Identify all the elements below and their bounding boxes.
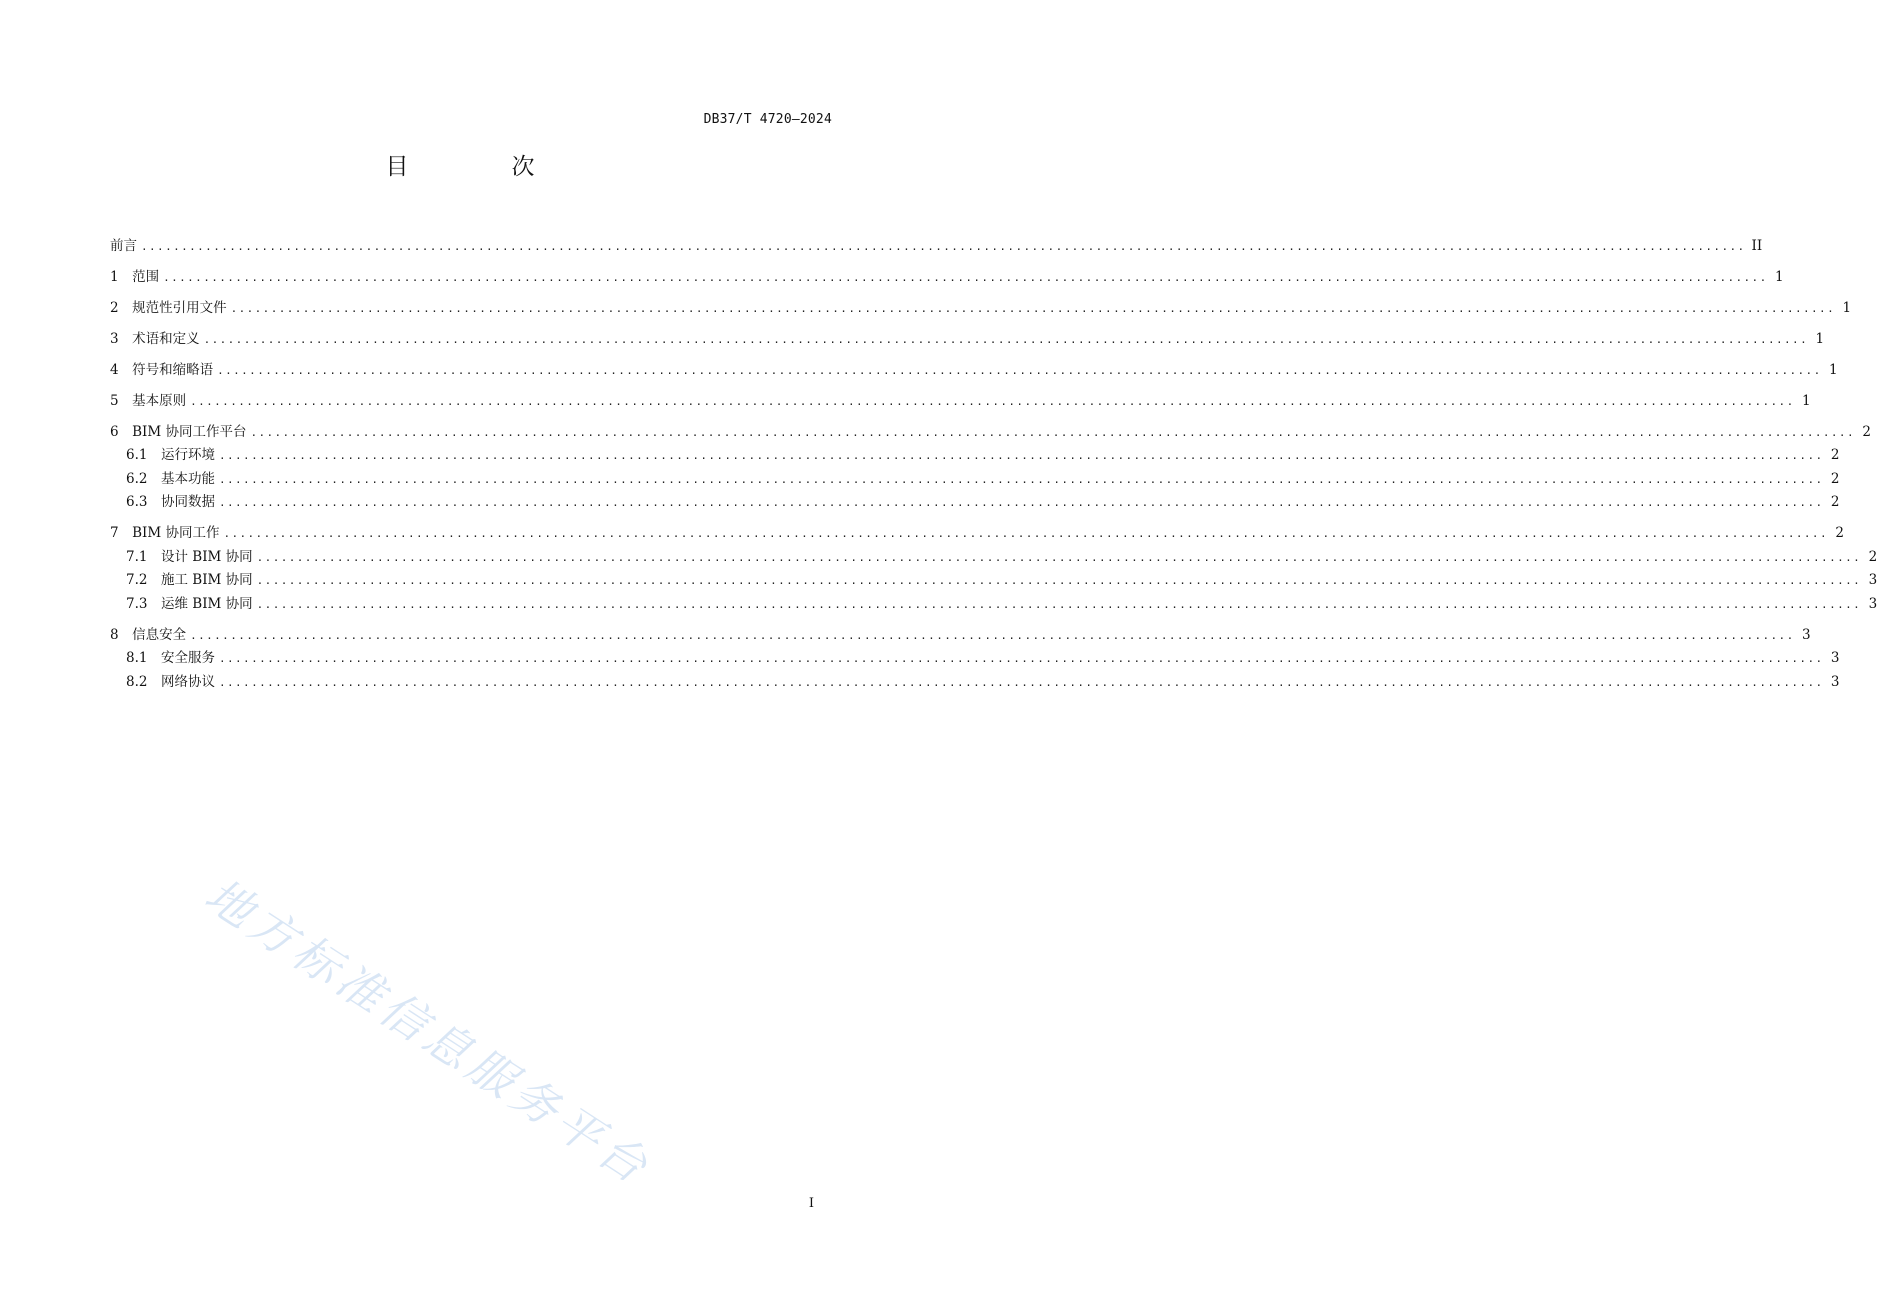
toc-entry-number: 5 bbox=[110, 392, 133, 409]
toc-entry-number: 1 bbox=[110, 268, 133, 285]
toc-entry-page: 2 bbox=[1830, 494, 1840, 510]
toc-entry[interactable] bbox=[110, 441, 1840, 465]
page-title: 目 次 bbox=[385, 154, 575, 180]
toc-entry-number: 6.1 bbox=[126, 447, 161, 463]
toc-entry-number: 7.2 bbox=[126, 572, 161, 588]
toc-entry-label: 运维 BIM 协同 bbox=[160, 595, 253, 612]
toc-entry[interactable] bbox=[110, 667, 1840, 691]
toc-entry[interactable] bbox=[110, 644, 1840, 668]
toc-entry-page: 2 bbox=[1830, 447, 1840, 463]
toc-entry-number: 4 bbox=[110, 361, 133, 378]
toc-entry-page: 2 bbox=[1868, 548, 1877, 565]
toc-entry-label: 规范性引用文件 bbox=[132, 299, 227, 316]
toc-entry-number: 7.3 bbox=[126, 595, 161, 612]
toc-entry[interactable] bbox=[110, 620, 1811, 644]
toc-entry-page: II bbox=[1751, 237, 1763, 254]
page-number: I bbox=[808, 1196, 814, 1211]
toc-entry-label: BIM 协同工作 bbox=[132, 525, 220, 541]
toc-leader-dots: ........................................................................................................................................................................................................ bbox=[256, 597, 1862, 611]
toc-leader-dots: ........................................................................................................................................................................................................ bbox=[217, 363, 1822, 377]
toc-entry-page: 1 bbox=[1775, 268, 1784, 285]
toc-entry-page: 1 bbox=[1802, 392, 1811, 409]
toc-entry[interactable] bbox=[110, 293, 1852, 317]
toc-entry[interactable] bbox=[110, 231, 1763, 255]
toc-leader-dots: ........................................................................................................................................................................................................ bbox=[218, 472, 1824, 486]
toc-entry[interactable] bbox=[110, 417, 1871, 441]
toc-entry-label: 施工 BIM 协同 bbox=[160, 572, 253, 588]
toc-entry-page: 2 bbox=[1830, 470, 1840, 487]
toc-entry-label: 基本功能 bbox=[160, 470, 215, 487]
toc-leader-dots: ........................................................................................................................................................................................................ bbox=[250, 425, 1855, 439]
toc-leader-dots: ........................................................................................................................................................................................................ bbox=[223, 527, 1828, 540]
toc-entry-label: 前言 bbox=[110, 237, 137, 254]
toc-entry-page: 2 bbox=[1862, 423, 1871, 440]
toc-entry[interactable] bbox=[110, 542, 1877, 566]
toc-entry[interactable] bbox=[110, 262, 1784, 286]
toc-entry-label: 术语和定义 bbox=[132, 330, 200, 347]
table-of-contents bbox=[110, 231, 1877, 691]
toc-leader-dots: ........................................................................................................................................................................................................ bbox=[203, 332, 1809, 346]
toc-entry-number: 8.2 bbox=[126, 673, 161, 690]
toc-entry-number: 7 bbox=[110, 525, 133, 541]
toc-entry-number: 8 bbox=[110, 626, 133, 643]
toc-leader-dots: ........................................................................................................................................................................................................ bbox=[256, 550, 1862, 564]
toc-entry-label: 设计 BIM 协同 bbox=[160, 548, 253, 565]
toc-leader-dots: ........................................................................................................................................................................................................ bbox=[256, 574, 1862, 587]
toc-entry[interactable] bbox=[110, 589, 1877, 613]
toc-leader-dots: ........................................................................................................................................................................................................ bbox=[163, 270, 1768, 284]
toc-entry-label: 基本原则 bbox=[132, 392, 187, 409]
toc-entry-label: 网络协议 bbox=[160, 673, 215, 690]
toc-entry-label: 信息安全 bbox=[132, 626, 187, 643]
toc-entry-number: 6 bbox=[110, 423, 133, 440]
toc-entry[interactable] bbox=[110, 566, 1877, 590]
toc-entry-page: 1 bbox=[1815, 330, 1825, 347]
toc-entry-label: 安全服务 bbox=[160, 650, 215, 666]
toc-entry[interactable] bbox=[110, 519, 1844, 543]
toc-entry-label: BIM 协同工作平台 bbox=[132, 423, 247, 440]
toc-entry[interactable] bbox=[110, 464, 1840, 488]
toc-entry[interactable] bbox=[110, 488, 1840, 512]
toc-entry-page: 1 bbox=[1829, 361, 1838, 378]
toc-entry[interactable] bbox=[110, 355, 1838, 379]
toc-entry-number: 8.1 bbox=[126, 650, 161, 666]
toc-entry-number: 6.3 bbox=[126, 494, 161, 510]
watermark: 地方标准信息服务平台 bbox=[195, 867, 662, 1197]
toc-leader-dots: ........................................................................................................................................................................................................ bbox=[218, 496, 1824, 509]
toc-entry-label: 范围 bbox=[132, 268, 160, 285]
toc-entry-label: 符号和缩略语 bbox=[132, 361, 214, 378]
toc-entry-number: 2 bbox=[110, 299, 133, 316]
toc-leader-dots: ........................................................................................................................................................................................................ bbox=[218, 652, 1824, 665]
toc-entry-label: 协同数据 bbox=[160, 494, 215, 510]
toc-entry-page: 3 bbox=[1868, 595, 1877, 612]
toc-leader-dots: ........................................................................................................................................................................................................ bbox=[218, 675, 1824, 689]
document-code: DB37/T 4720—2024 bbox=[703, 112, 832, 127]
toc-leader-dots: ........................................................................................................................................................................................................ bbox=[190, 628, 1795, 642]
toc-entry-page: 3 bbox=[1868, 572, 1877, 588]
toc-leader-dots: ........................................................................................................................................................................................................ bbox=[141, 239, 1746, 253]
toc-entry-page: 3 bbox=[1802, 626, 1811, 643]
toc-entry[interactable] bbox=[110, 324, 1825, 348]
toc-entry-number: 3 bbox=[110, 330, 133, 347]
toc-entry-number: 6.2 bbox=[126, 470, 161, 487]
toc-entry-page: 3 bbox=[1830, 650, 1840, 666]
toc-leader-dots: ........................................................................................................................................................................................................ bbox=[218, 449, 1824, 462]
toc-entry-page: 3 bbox=[1830, 673, 1840, 690]
toc-leader-dots: ........................................................................................................................................................................................................ bbox=[190, 394, 1795, 408]
toc-entry[interactable] bbox=[110, 386, 1811, 410]
toc-entry-page: 2 bbox=[1835, 525, 1844, 541]
toc-leader-dots: ........................................................................................................................................................................................................ bbox=[230, 301, 1836, 315]
toc-entry-page: 1 bbox=[1842, 299, 1852, 316]
toc-entry-number: 7.1 bbox=[126, 548, 161, 565]
toc-entry-label: 运行环境 bbox=[160, 447, 215, 463]
